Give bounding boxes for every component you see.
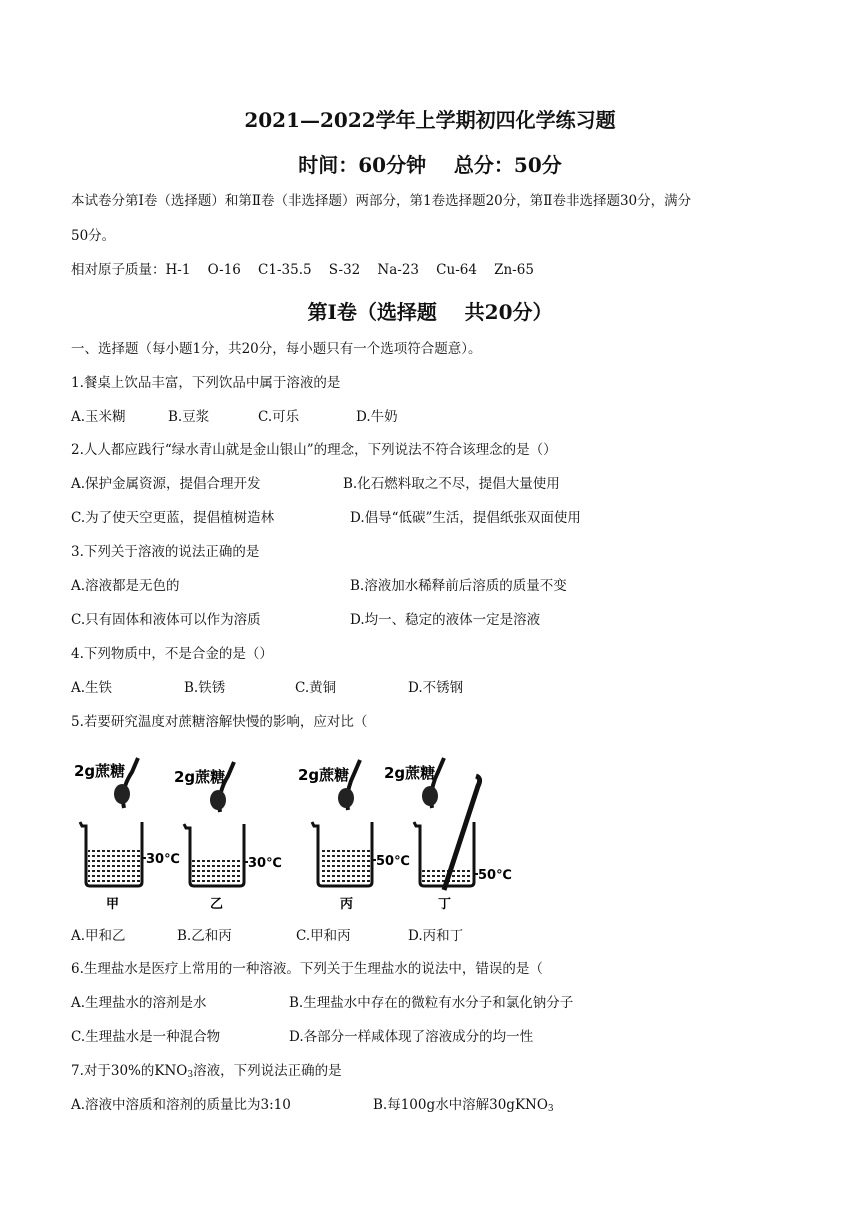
q1-option-b: B.豆浆	[168, 409, 210, 425]
q1-option-c: C.可乐	[258, 409, 300, 425]
q4-option-c: C.黄铜	[295, 680, 337, 696]
question-4-stem: 4.下列物质中，不是合金的是（）	[71, 646, 273, 662]
spoon-icon	[210, 790, 226, 810]
beakers-figure	[72, 750, 522, 910]
question-3-stem: 3.下列关于溶液的说法正确的是	[71, 544, 260, 560]
beaker-name-jia: 甲	[106, 897, 120, 910]
q3-option-d: D.均一、稳定的液体一定是溶液	[350, 612, 541, 628]
exam-subtitle: 时间：60分钟 总分：50分	[298, 153, 562, 177]
q5-option-c: C.甲和丙	[296, 928, 351, 944]
beaker-bing	[298, 760, 410, 910]
q2-option-b: B.化石燃料取之不尽，提倡大量使用	[343, 476, 560, 492]
q3-option-b: B.溶液加水稀释前后溶质的质量不变	[350, 578, 567, 594]
section-heading: 第Ⅰ卷（选择题 共20分）	[307, 300, 553, 324]
sugar-label-yi: 2g蔗糖	[174, 768, 226, 786]
sugar-label-bing: 2g蔗糖	[298, 766, 350, 784]
solution-fill	[88, 850, 140, 884]
temp-label-ding: 50℃	[478, 868, 512, 883]
q4-option-d: D.不锈钢	[408, 680, 464, 696]
q6-option-b: B.生理盐水中存在的微粒有水分子和氯化钠分子	[289, 995, 574, 1011]
intro-line-2: 50分。	[71, 228, 116, 244]
temp-label-yi: 30℃	[248, 856, 282, 871]
beaker-name-yi: 乙	[210, 897, 224, 910]
q2-option-d: D.倡导“低碳”生活，提倡纸张双面使用	[350, 510, 581, 526]
spoon-icon	[338, 788, 354, 808]
q7-option-b: B.每100g水中溶解30gKNO$_3$	[373, 1097, 554, 1114]
q6-option-d: D.各部分一样咸体现了溶液成分的均一性	[289, 1029, 534, 1045]
q6-option-c: C.生理盐水是一种混合物	[71, 1029, 221, 1045]
q1-option-a: A.玉米糊	[71, 409, 126, 425]
q4-option-b: B.铁锈	[184, 680, 226, 696]
solution-fill	[320, 848, 370, 884]
sugar-label-jia: 2g蔗糖	[74, 762, 126, 780]
beaker-ding	[384, 758, 512, 910]
q5-option-b: B.乙和丙	[177, 928, 232, 944]
intro-line-1: 本试卷分第Ⅰ卷（选择题）和第Ⅱ卷（非选择题）两部分，第1卷选择题20分，第Ⅱ卷非选择题30分，满分	[71, 193, 692, 209]
sugar-label-ding: 2g蔗糖	[384, 764, 436, 782]
question-1-stem: 1.餐桌上饮品丰富，下列饮品中属于溶液的是	[71, 375, 341, 391]
atomic-masses: 相对原子质量：H-1 O-16 C1-35.5 S-32 Na-23 Cu-64 Zn-65	[71, 262, 534, 278]
spoon-icon	[422, 786, 438, 806]
q6-option-a: A.生理盐水的溶剂是水	[71, 995, 207, 1011]
q7-option-a: A.溶液中溶质和溶剂的质量比为3:10	[71, 1097, 291, 1113]
question-5-stem: 5.若要研究温度对蔗糖溶解快慢的影响，应对比（	[71, 714, 368, 730]
q2-option-c: C.为了使天空更蓝，提倡植树造林	[71, 510, 275, 526]
q4-option-a: A.生铁	[71, 680, 113, 696]
beaker-name-bing: 丙	[340, 897, 354, 910]
temp-label-jia: 30℃	[146, 852, 180, 867]
question-7-stem: 7.对于30%的$KNO_3$溶液，下列说法正确的是	[71, 1063, 342, 1080]
section-instruction: 一、选择题（每小题1分，共20分，每小题只有一个选项符合题意）。	[71, 341, 482, 357]
q2-option-a: A.保护金属资源，提倡合理开发	[71, 476, 261, 492]
beaker-jia	[74, 758, 180, 910]
spoon-icon	[114, 784, 130, 804]
q5-option-a: A.甲和乙	[71, 928, 126, 944]
beaker-yi	[174, 762, 282, 910]
question-6-stem: 6.生理盐水是医疗上常用的一种溶液。下列关于生理盐水的说法中，错误的是（	[71, 961, 543, 977]
exam-title: 2021—2022学年上学期初四化学练习题	[244, 108, 616, 132]
q3-option-a: A.溶液都是无色的	[71, 578, 180, 594]
beaker-name-ding: 丁	[438, 897, 452, 910]
q1-option-d: D.牛奶	[356, 409, 398, 425]
temp-label-bing: 50℃	[376, 854, 410, 869]
solution-fill	[192, 860, 242, 884]
q3-option-c: C.只有固体和液体可以作为溶质	[71, 612, 261, 628]
q5-option-d: D.丙和丁	[408, 928, 464, 944]
question-2-stem: 2.人人都应践行“绿水青山就是金山银山”的理念，下列说法不符合该理念的是（）	[71, 442, 557, 458]
